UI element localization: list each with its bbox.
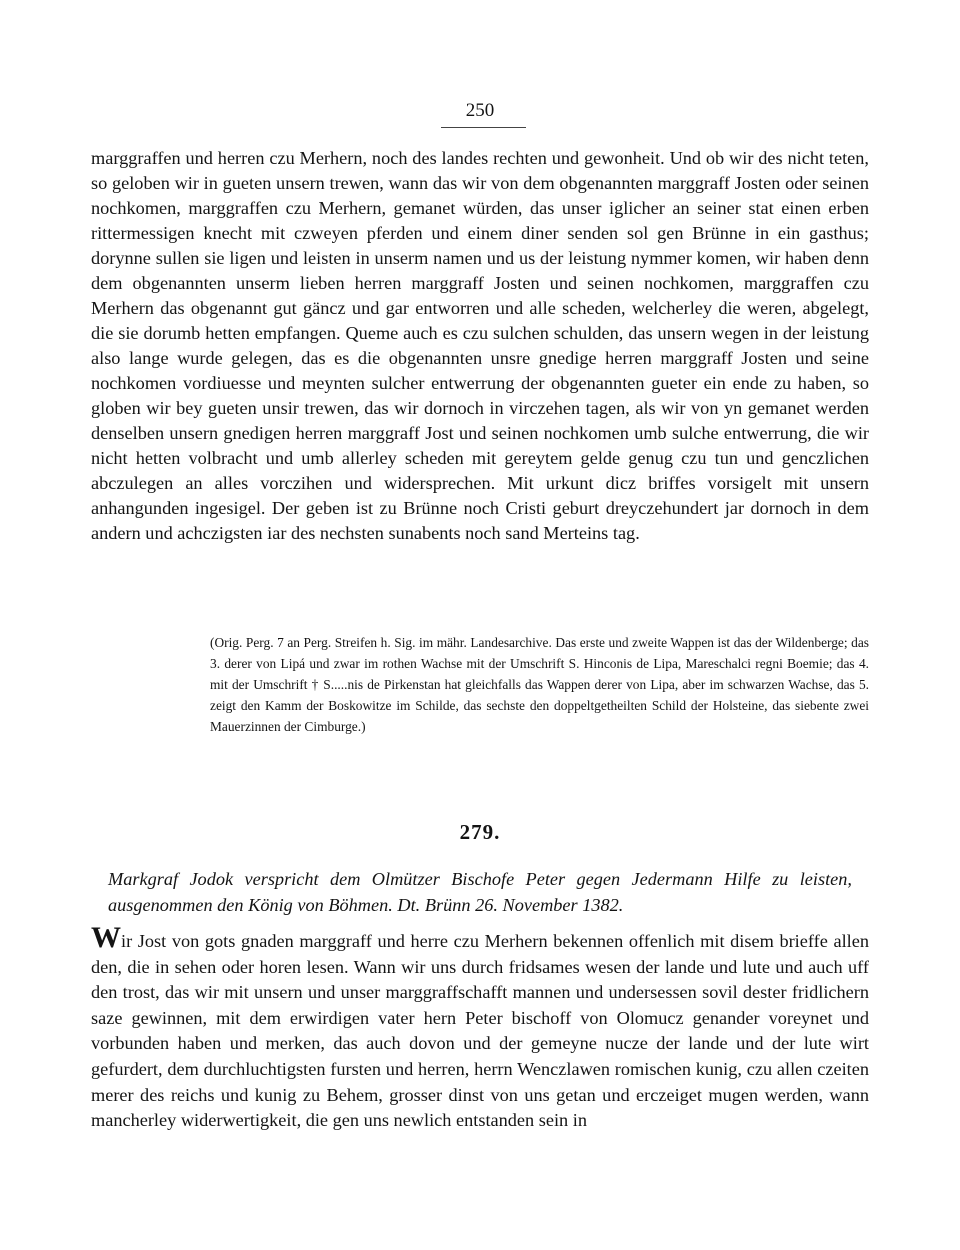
source-note: (Orig. Perg. 7 an Perg. Streifen h. Sig. im mähr. Landesarchive. Das erste und zweite Wappen ist das der Wildenberge; das 3. derer von Lipá und zwar im rothen Wachse mit der Umschrift S. Hinconis de Lipa, Mareschalci regni Boemie; das 4. mit der Umschrift † S.....nis de Pirkenstan hat gleichfalls das Wappen derer von Lipa, aber im schwarzen Wachse, das 5. zeigt den Kamm der Boskowitze im Schilde, das sechste den doppeltgetheilten Schild der Holsteine, das siebente zwei Mauerzinnen der Cimburge.) (210, 635, 869, 734)
page-number: 250 (465, 100, 495, 121)
charter-text (91, 921, 869, 1134)
header-rule (441, 127, 526, 128)
initial-letter: W (91, 921, 121, 954)
document-number: 279. (459, 820, 501, 844)
charter-text-continued: marggraffen und herren czu Merhern, noch des landes rechten und gewonheit. Und ob wir des nicht teten, so geloben wir in gueten unsern trewen, wann das wir von dem obgenannten marggraff Josten oder seinen nochkomen, marggraffen czu Merhern, gemanet würden, das unser iglicher an seiner stat einen erben rittermessigen knecht mit czweyen pferden und einem diner senden sol gen Brünne in ein gasthus; dorynne sullen sie ligen und leisten in unserm namen und us der leistung nymmer komen, wir haben denn dem obgenannten unserm lieben herren marggraff Josten und seinen nochkomen, marggraffen czu Merhern das obgenannt gut gäncz und gar entworren und alle scheden, welcherley die weren, abgelegt, die sie dorumb hetten empfangen. Queme auch es czu sulchen schulden, das unsern wegen in der leistung also lange wurde gelegen, das es die obgenannten unsre gnedige herren marggraff Josten und seine nochkomen vordiuesse und meynten sulcher entwerrung der obgenannten gueter ein ende zu haben, so globen wir bey gueten unsir trewen, das wir dornoch in virczehen tagen, als wir von yn gemanet werden denselben unsern gnedigen herren marggraff Jost und seinen nochkomen umb sulche entwerrung, die wir nicht hetten volbracht und umb allerley scheden mit gereytem gelde genug czu tun und genczlichen abczulegen an alles vorczihen und widersprechen. Mit urkunt dicz briffes vorsigelt mit unsern anhangunden ingesigel. Der geben ist zu Brünne noch Cristi geburt dreyczehundert jar dornoch in dem andern und achczigsten iar des nechsten sunabents noch sand Merteins tag. (91, 148, 869, 543)
charter-text-body: ir Jost von gots gnaden marggraff und herre czu Merhern bekennen offenlich mit disem brieffe allen den, die in sehen oder horen lesen. Wann wir uns durch fridsames wesen der lande und lute und auch uff den trost, das wir mit unsern und unser marggraffschafft mannen und undersessen sovil dester fridlichern saze gewinnen, mit dem erwirdigen vater hern Peter bischoff von Olomucz genander voreynet und vorbunden haben und merken, das auch dovon und der gemeyne nucze der lande und der lute wirt gefurdert, dem durchluchtigsten fursten und herren, herrn Wenczlawen romischen kunig, czu allen czeiten merer des reichs und kunig zu Behem, grosser dinst von uns getan und erczeiget mugen werden, wann mancherley widerwertigkeit, die gen uns newlich entstanden sein in (91, 931, 869, 1131)
document-summary: Markgraf Jodok verspricht dem Olmützer Bischofe Peter gegen Jedermann Hilfe zu leisten, ausgenommen den König von Böhmen. Dt. Brünn 26. November 1382. (108, 869, 852, 915)
